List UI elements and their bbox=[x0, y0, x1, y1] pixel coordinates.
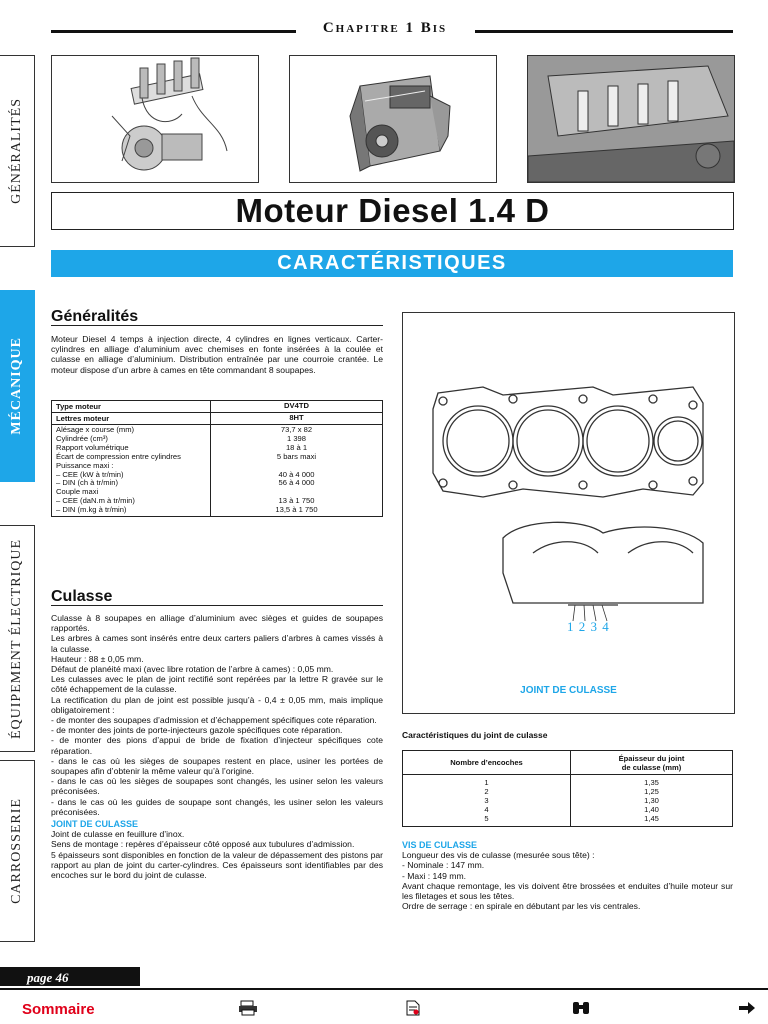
header-rule-left bbox=[51, 30, 296, 33]
spec-row2-label: Lettres moteur bbox=[52, 413, 211, 425]
vis-heading: VIS DE CULASSE bbox=[402, 840, 478, 850]
culasse-paragraph: - de monter des pions d’appui de bride de fixation d’injecteur spécifiques cote réparation. bbox=[51, 735, 383, 756]
joint-notch: 4 bbox=[484, 805, 489, 814]
spec-row1-label: Type moteur bbox=[52, 401, 211, 413]
engine-image-injection-rail bbox=[51, 55, 259, 183]
culasse-heading: Culasse bbox=[51, 588, 113, 605]
generalites-text: Moteur Diesel 4 temps à injection directe, 4 cylindres en lignes verticaux. Carter-cylindres en alliage d’aluminium avec chemises en fonte insérées à la coulée et culasse en alliage d’aluminium. Distribution entraînée par une courroie crantée. Le moteur dispose d’un arbre à cames en tête commandant 8 soupapes. bbox=[51, 334, 383, 375]
joint-heading: JOINT DE CULASSE bbox=[51, 819, 139, 830]
spec-label: – CEE (kW à tr/min) bbox=[56, 469, 124, 479]
tab-mecanique-label: MÉCANIQUE bbox=[9, 337, 24, 435]
document-icon[interactable] bbox=[405, 1000, 421, 1020]
spec-label: Écart de compression entre cylindres bbox=[56, 451, 181, 461]
joint-notch: 1 bbox=[484, 778, 489, 787]
spec-value: 13 à 1 750 bbox=[278, 496, 315, 506]
spec-label: Rapport volumétrique bbox=[56, 442, 129, 452]
spec-label: Cylindrée (cm³) bbox=[56, 433, 108, 443]
printer-icon[interactable] bbox=[238, 1000, 258, 1020]
spec-value: 73,7 x 82 bbox=[280, 425, 313, 434]
joint-thickness: 1,40 bbox=[644, 805, 659, 814]
tab-carrosserie-label: CARROSSERIE bbox=[9, 798, 24, 904]
vis-line: Ordre de serrage : en spirale en débutant par les vis centrales. bbox=[402, 901, 641, 912]
joint-header-thickness-2: de culasse (mm) bbox=[621, 762, 682, 772]
spec-value: 56 à 4 000 bbox=[278, 478, 315, 488]
page-title-box bbox=[51, 192, 734, 230]
joint-thickness: 1,35 bbox=[644, 778, 659, 787]
spec-label: – DIN (m.kg à tr/min) bbox=[56, 505, 127, 515]
spec-label: – DIN (ch à tr/min) bbox=[56, 478, 119, 488]
page-title: Moteur Diesel 1.4 D bbox=[235, 192, 550, 229]
spec-value: 13,5 à 1 750 bbox=[275, 505, 318, 515]
tab-generalites[interactable] bbox=[0, 55, 35, 247]
joint-notch: 5 bbox=[484, 814, 489, 823]
culasse-paragraph: - dans le cas où les guides de soupape sont changés, les usiner selon les valeurs préconisées. bbox=[51, 796, 383, 817]
page-number-box bbox=[0, 967, 140, 986]
joint-header-thickness-1: Épaisseur du joint bbox=[618, 753, 685, 763]
spec-row2-value: 8HT bbox=[211, 413, 383, 425]
spec-label: Alésage x course (mm) bbox=[56, 425, 135, 434]
joint-table-caption: Caractéristiques du joint de culasse bbox=[402, 730, 548, 740]
section-banner: CARACTÉRISTIQUES bbox=[51, 250, 733, 277]
vis-line: Longueur des vis de culasse (mesurée sous tête) : bbox=[402, 850, 595, 861]
culasse-paragraph: - de monter des soupapes d’admission et d’échappement spécifiques cote réparation. bbox=[51, 715, 377, 726]
joint-notch: 2 bbox=[484, 787, 489, 796]
spec-labels-cell bbox=[52, 425, 211, 517]
tab-carrosserie[interactable] bbox=[0, 760, 35, 942]
generalites-rule bbox=[51, 325, 383, 326]
vis-section bbox=[402, 840, 733, 911]
sommaire-link[interactable]: Sommaire bbox=[22, 1001, 95, 1018]
header-rule-right bbox=[475, 30, 733, 33]
culasse-text bbox=[51, 613, 383, 880]
spec-row1-value: DV4TD bbox=[211, 401, 383, 413]
vis-line: Avant chaque remontage, les vis doivent être brossées et enduites d’huile moteur sur les filetages et sous les têtes. bbox=[402, 880, 733, 902]
spec-values-cell bbox=[211, 425, 383, 517]
culasse-paragraph: La rectification du plan de joint est possible jusqu’à - 0,4 ± 0,05 mm, mais implique obligatoirement : bbox=[51, 694, 383, 715]
joint-thickness: 1,25 bbox=[644, 787, 659, 796]
tab-mecanique[interactable] bbox=[0, 290, 35, 482]
joint-thickness-cell bbox=[571, 775, 733, 827]
vis-line: - Maxi : 149 mm. bbox=[402, 870, 466, 881]
vis-line: - Nominale : 147 mm. bbox=[402, 860, 485, 871]
joint-header-thickness bbox=[571, 751, 733, 775]
joint-paragraph: 5 épaisseurs sont disponibles en fonction de la valeur de dépassement des pistons par rapport au plan de joint du carter-cylindres. Ces épaisseurs sont identifiables par des encoches sur le bord du joint de culasse. bbox=[51, 849, 383, 881]
culasse-paragraph: Les arbres à cames sont insérés entre deux carters paliers d’arbres à cames vissés à la culasse. bbox=[51, 633, 383, 654]
spec-value: 5 bars maxi bbox=[276, 451, 317, 461]
culasse-paragraph: - dans le cas où les sièges de soupapes sont changés, les usiner selon les valeurs préconisées. bbox=[51, 776, 383, 797]
spec-value: 1 398 bbox=[286, 433, 306, 443]
joint-paragraph: Sens de montage : repères d’épaisseur côté opposé aux tubulures d’admission. bbox=[51, 839, 355, 850]
joint-thickness: 1,30 bbox=[644, 796, 659, 805]
culasse-paragraph: - de monter des joints de porte-injecteurs gazole spécifiques cote réparation. bbox=[51, 725, 343, 736]
generalites-heading: Généralités bbox=[51, 308, 139, 325]
joint-paragraph: Joint de culasse en feuillure d’inox. bbox=[51, 829, 185, 840]
binoculars-icon[interactable] bbox=[571, 1000, 591, 1020]
joint-header-notches: Nombre d’encoches bbox=[403, 751, 571, 775]
spec-label: Couple maxi bbox=[56, 487, 99, 497]
culasse-paragraph: Les culasses avec le plan de joint rectifié sont repérées par la lettre R gravée sur le côté échappement de la culasse. bbox=[51, 674, 383, 695]
joint-thickness-table bbox=[402, 750, 733, 827]
spec-label: Puissance maxi : bbox=[56, 460, 114, 470]
chapter-title: Chapitre 1 Bis bbox=[322, 20, 448, 36]
diagram-caption: JOINT DE CULASSE bbox=[520, 685, 617, 696]
joint-notch: 3 bbox=[484, 796, 489, 805]
spec-label: – CEE (daN.m à tr/min) bbox=[56, 496, 135, 506]
gasket-diagram bbox=[402, 312, 735, 714]
spec-value: 40 à 4 000 bbox=[278, 469, 315, 479]
spec-value: 18 à 1 bbox=[285, 442, 308, 452]
footer-rule bbox=[0, 988, 768, 990]
culasse-paragraph: Hauteur : 88 ± 0,05 mm. bbox=[51, 653, 144, 664]
culasse-paragraph: - dans le cas où les sièges de soupapes restent en place, usiner les portées de soupapes afin d’obtenir la même valeur qu’à l’origine. bbox=[51, 755, 383, 777]
notch-markers: 1 2 3 4 bbox=[567, 619, 610, 634]
engine-spec-table bbox=[51, 400, 383, 517]
culasse-paragraph: Culasse à 8 soupapes en alliage d’aluminium avec sièges et guides de soupapes rapportés. bbox=[51, 613, 383, 634]
tab-generalites-label: GÉNÉRALITÉS bbox=[9, 98, 24, 204]
engine-image-bay bbox=[527, 55, 735, 183]
culasse-rule bbox=[51, 605, 383, 606]
joint-notch-cell bbox=[403, 775, 571, 827]
tab-equipement-label: ÉQUIPEMENT ÉLECTRIQUE bbox=[9, 538, 24, 739]
arrow-right-icon[interactable] bbox=[738, 1000, 756, 1020]
tab-equipement-electrique[interactable] bbox=[0, 525, 35, 752]
page-number: page 46 bbox=[27, 970, 69, 985]
culasse-paragraph: Défaut de planéité maxi (avec libre rotation de l’arbre à cames) : 0,05 mm. bbox=[51, 664, 334, 675]
engine-image-block bbox=[289, 55, 497, 183]
gasket-drawing bbox=[403, 313, 734, 633]
joint-thickness: 1,45 bbox=[644, 814, 659, 823]
